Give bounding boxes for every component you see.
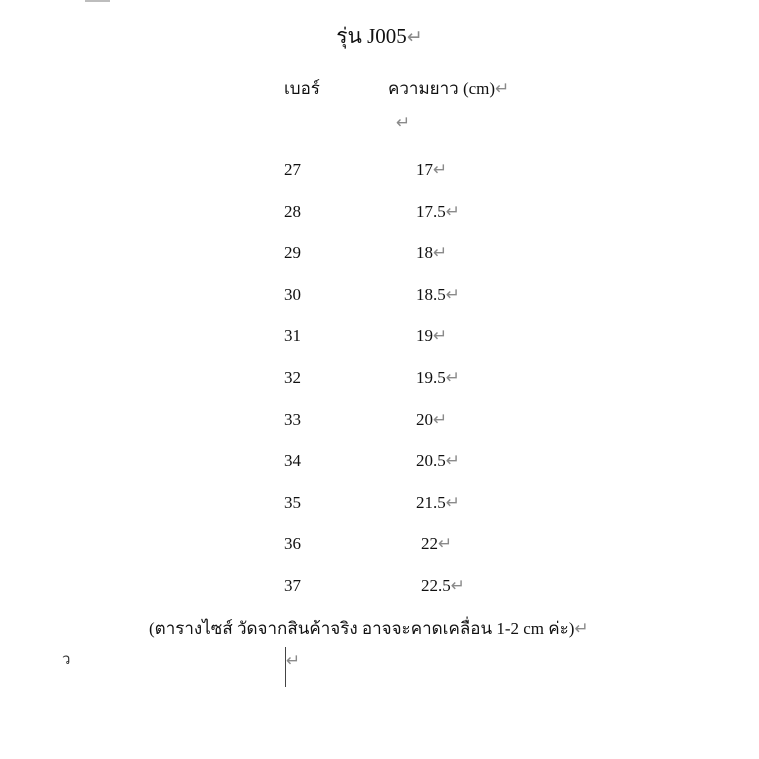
size-cell: 27 bbox=[284, 160, 301, 179]
size-cell: 33 bbox=[284, 409, 301, 429]
length-cell bbox=[416, 368, 460, 388]
paragraph-mark-icon: ↵ bbox=[450, 576, 465, 596]
length-cell bbox=[421, 576, 465, 596]
stray-character: ว bbox=[62, 652, 71, 668]
paragraph-mark-icon: ↵ bbox=[445, 201, 460, 222]
paragraph-mark-icon: ↵ bbox=[433, 243, 448, 264]
size-note bbox=[149, 615, 589, 642]
paragraph-mark-icon: ↵ bbox=[433, 326, 448, 347]
size-cell: 32 bbox=[284, 368, 301, 387]
paragraph-mark-icon: ↵ bbox=[495, 79, 510, 99]
size-cell: 29 bbox=[284, 243, 301, 263]
length-column-header bbox=[388, 75, 509, 102]
table-row bbox=[0, 534, 759, 558]
length-value: 22.5 bbox=[421, 576, 451, 595]
length-value: 19.5 bbox=[416, 368, 446, 387]
paragraph-mark-icon: ↵ bbox=[445, 451, 460, 472]
size-cell: 28 bbox=[284, 201, 301, 221]
length-cell bbox=[416, 202, 460, 222]
length-value: 20 bbox=[416, 409, 433, 429]
length-value: 17.5 bbox=[416, 201, 446, 221]
length-value: 17 bbox=[416, 160, 433, 179]
paragraph-mark-icon: ↵ bbox=[406, 26, 423, 48]
length-cell bbox=[416, 493, 460, 513]
table-row bbox=[0, 243, 759, 267]
size-cell: 31 bbox=[284, 326, 301, 346]
table-row bbox=[0, 160, 759, 184]
size-cell: 37 bbox=[284, 576, 301, 595]
paragraph-mark-icon: ↵ bbox=[286, 651, 301, 671]
length-cell bbox=[416, 160, 447, 180]
length-cell bbox=[416, 243, 447, 263]
length-cell bbox=[416, 285, 460, 305]
length-value: 22 bbox=[421, 534, 438, 554]
title-text: รุ่น J005 bbox=[336, 24, 407, 48]
table-row bbox=[0, 493, 759, 517]
table-row bbox=[0, 410, 759, 434]
length-value: 19 bbox=[416, 326, 433, 346]
length-header-text: ความยาว (cm) bbox=[388, 79, 496, 98]
size-cell: 34 bbox=[284, 451, 301, 471]
length-value: 21.5 bbox=[416, 492, 446, 512]
length-value: 18.5 bbox=[416, 284, 446, 304]
length-value: 20.5 bbox=[416, 451, 446, 471]
size-column-header: เบอร์ bbox=[284, 79, 320, 98]
paragraph-mark-icon: ↵ bbox=[574, 619, 589, 639]
note-text: (ตารางไซส์ วัดจากสินค้าจริง อาจจะคาดเคลื่อน 1-2 cm ค่ะ) bbox=[149, 619, 575, 638]
length-cell bbox=[416, 326, 447, 346]
paragraph-mark-icon: ↵ bbox=[445, 368, 460, 388]
paragraph-mark-icon: ↵ bbox=[445, 492, 460, 513]
table-row bbox=[0, 576, 759, 600]
size-cell: 30 bbox=[284, 284, 301, 304]
size-cell: 35 bbox=[284, 492, 301, 512]
size-cell: 36 bbox=[284, 534, 301, 554]
table-row bbox=[0, 326, 759, 350]
top-rule bbox=[85, 0, 110, 2]
paragraph-mark-icon: ↵ bbox=[433, 160, 448, 180]
document-title bbox=[0, 20, 759, 53]
length-cell bbox=[416, 410, 447, 430]
table-row bbox=[0, 451, 759, 475]
paragraph-mark-icon: ↵ bbox=[438, 534, 453, 555]
length-cell bbox=[416, 451, 460, 471]
length-cell bbox=[421, 534, 452, 554]
table-row bbox=[0, 285, 759, 309]
table-row bbox=[0, 202, 759, 226]
paragraph-mark-icon: ↵ bbox=[396, 113, 411, 133]
paragraph-mark-icon: ↵ bbox=[445, 284, 460, 305]
length-value: 18 bbox=[416, 243, 433, 263]
table-row bbox=[0, 368, 759, 392]
paragraph-mark-icon: ↵ bbox=[433, 409, 448, 430]
